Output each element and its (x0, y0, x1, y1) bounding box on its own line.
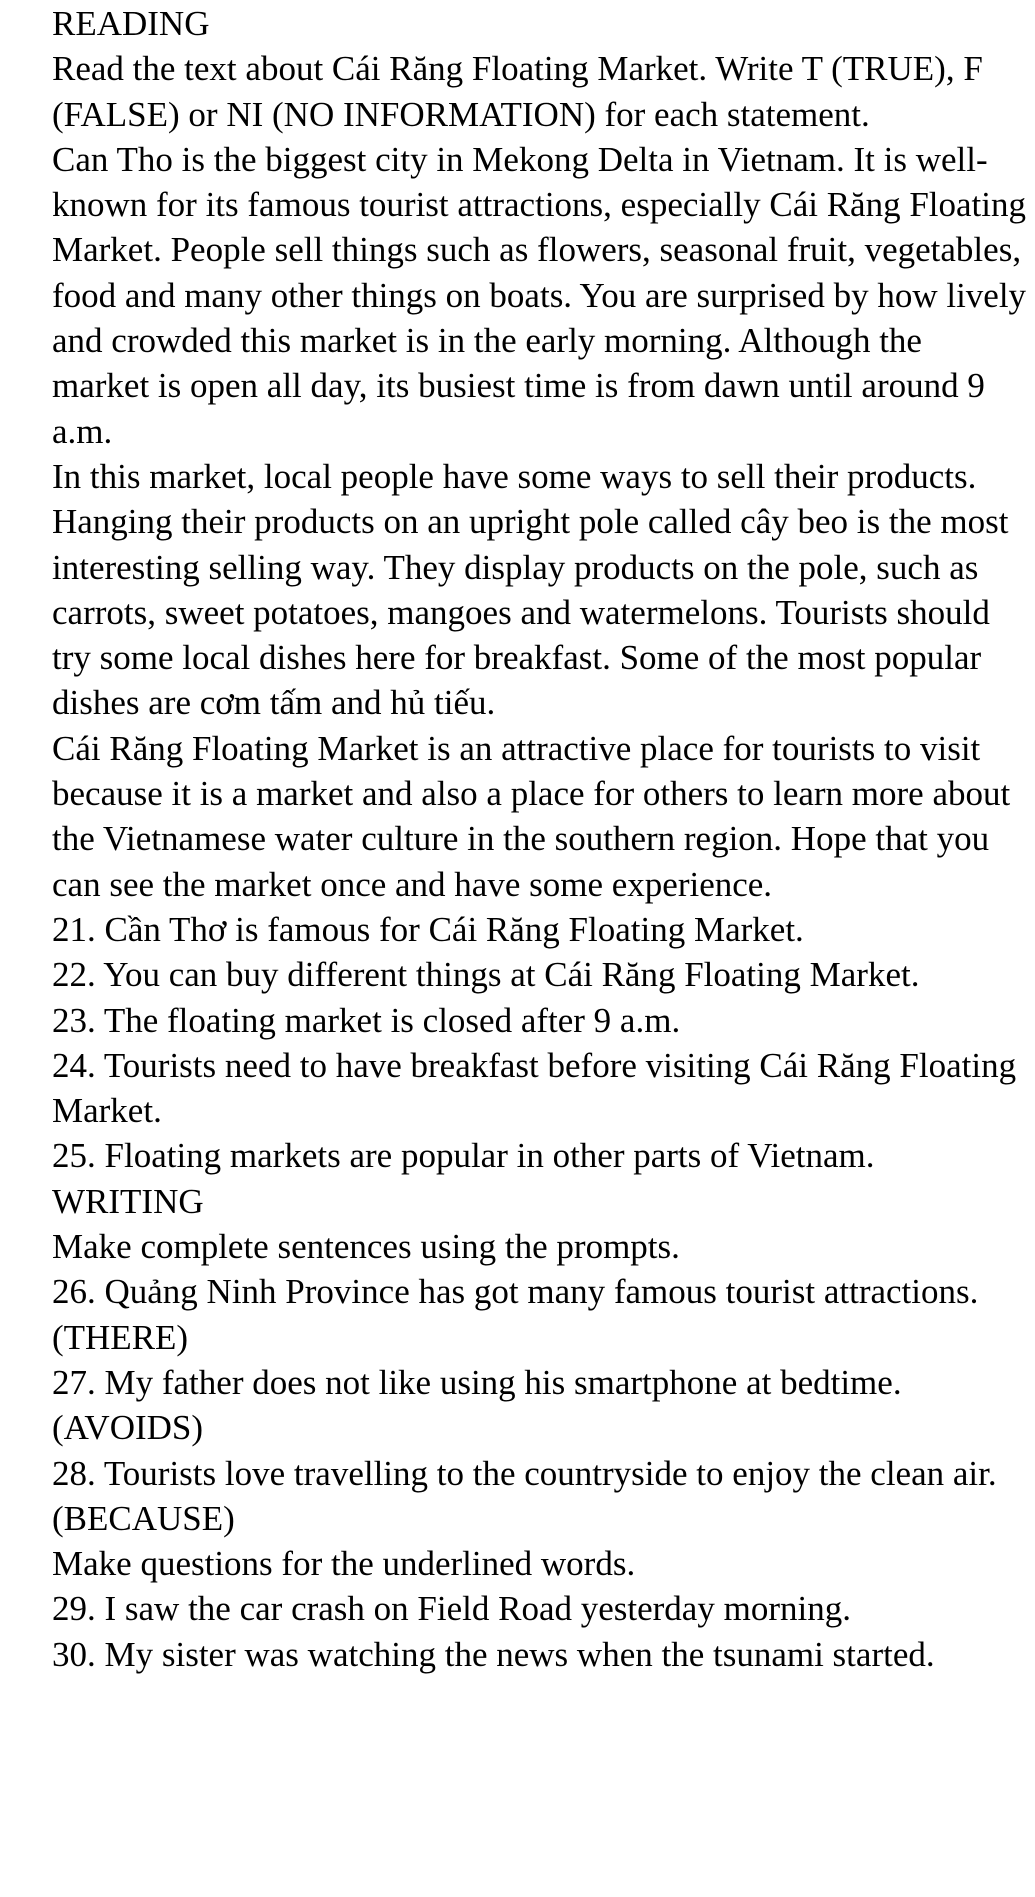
sentence-prompt: 26. Quảng Ninh Province has got many famous tourist attractions. (THERE) (52, 1272, 979, 1357)
writing-heading: WRITING (52, 1181, 204, 1221)
reading-instruction: Read the text about Cái Răng Floating Market. Write T (TRUE), F (FALSE) or NI (NO INFORMATION) for each statement. (52, 49, 983, 134)
worksheet-page (52, 0, 1027, 1677)
statement-item: 22. You can buy different things at Cái Răng Floating Market. (52, 955, 920, 995)
statement-item: 23. The floating market is closed after 9 a.m. (52, 1000, 681, 1040)
question-prompt: 30. My sister was watching the news when the tsunami started. (52, 1634, 935, 1674)
question-instruction: Make questions for the underlined words. (52, 1544, 636, 1584)
sentence-prompt: 27. My father does not like using his smartphone at bedtime. (AVOIDS) (52, 1362, 902, 1448)
reading-heading: READING (52, 4, 210, 43)
passage-paragraph: Cái Răng Floating Market is an attractive place for tourists to visit because it is a market and also a place for others to learn more about the Vietnamese water culture in the southern region. Hope that you can see the market once and have some experience. (52, 728, 1011, 904)
passage-paragraph: In this market, local people have some ways to sell their products. Hanging their products on an upright pole called cây beo is the most interesting selling way. They display products on the pole, such as carrots, sweet potatoes, mangoes and watermelons. Tourists should try some local dishes here for breakfast. Some of the most popular dishes are cơm tấm and hủ tiếu. (52, 456, 1009, 723)
writing-instruction: Make complete sentences using the prompts. (52, 1227, 680, 1267)
statement-item: 21. Cần Thơ is famous for Cái Răng Floating Market. (52, 909, 804, 949)
question-prompt: 29. I saw the car crash on Field Road yesterday morning. (52, 1589, 851, 1629)
statement-item: 25. Floating markets are popular in other parts of Vietnam. (52, 1136, 875, 1176)
statement-item: 24. Tourists need to have breakfast before visiting Cái Răng Floating Market. (52, 1045, 1017, 1131)
sentence-prompt: 28. Tourists love travelling to the countryside to enjoy the clean air. (BECAUSE) (52, 1453, 997, 1538)
passage-paragraph: Can Tho is the biggest city in Mekong Delta in Vietnam. It is well-known for its famous tourist attractions, especially Cái Răng Floating Market. People sell things such as flowers, seasonal fruit, vegetables, food and many other things on boats. You are surprised by how lively and crowded this market is in the early morning. Although the market is open all day, its busiest time is from dawn until around 9 a.m. (52, 139, 1027, 451)
